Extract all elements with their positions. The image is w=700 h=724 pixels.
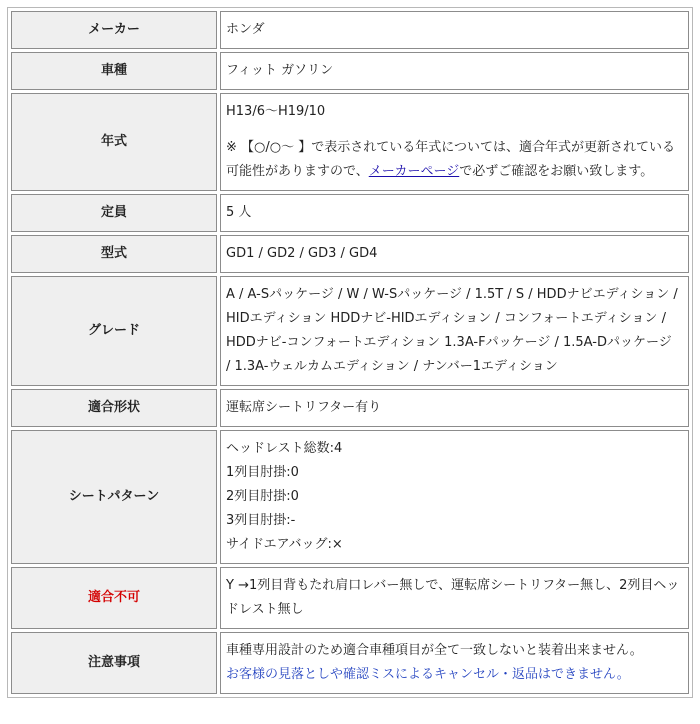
model-value: フィット ガソリン <box>220 52 689 90</box>
table-row <box>11 632 689 694</box>
seat-pattern-side-airbag: サイドエアバッグ:× <box>226 537 343 552</box>
notes-line-1: 車種専用設計のため適合車種項目が全て一致しないと装着出来ません。 <box>226 643 643 658</box>
fit-shape-label: 適合形状 <box>11 389 217 427</box>
table-row <box>11 52 689 90</box>
type-label: 型式 <box>11 235 217 273</box>
table-row <box>11 194 689 232</box>
table-row <box>11 11 689 49</box>
seat-pattern-cell <box>220 430 689 564</box>
seat-pattern-row3-armrest: 3列目肘掛:- <box>226 513 296 528</box>
maker-label: メーカー <box>11 11 217 49</box>
year-note-after: で必ずご確認をお願い致します。 <box>459 164 654 179</box>
capacity-label: 定員 <box>11 194 217 232</box>
table-row <box>11 430 689 564</box>
seat-pattern-headrest: ヘッドレスト総数:4 <box>226 441 343 456</box>
year-value: H13/6～H19/10 <box>226 104 326 119</box>
fit-shape-value: 運転席シートリフター有り <box>220 389 689 427</box>
model-label: 車種 <box>11 52 217 90</box>
maker-page-link[interactable]: メーカーページ <box>368 164 460 179</box>
seat-pattern-label: シートパターン <box>11 430 217 564</box>
year-note-before: ※ 【○/○～ 】で表示されている年式については、適合年式が更新されている可能性がありますので、 <box>226 140 675 179</box>
year-note <box>226 140 675 179</box>
notes-line-2: お客様の見落としや確認ミスによるキャンセル・返品はできません。 <box>226 667 630 682</box>
grade-label: グレード <box>11 276 217 386</box>
table-row <box>11 276 689 386</box>
table-row <box>11 235 689 273</box>
year-spacer <box>226 124 680 136</box>
grade-value: A / A-Sパッケージ / W / W-Sパッケージ / 1.5T / S / HDDナビエディション / HIDエディション HDDナビ-HIDエディション / コンフォートエディション / HDDナビ-コンフォートエディション 1.3A-Fパッケージ / 1.5A-Dパッケージ / 1.3A-ウェルカムエディション / ナンバー1エディション <box>220 276 689 386</box>
maker-value: ホンダ <box>220 11 689 49</box>
notes-cell <box>220 632 689 694</box>
year-label: 年式 <box>11 93 217 191</box>
seat-pattern-row1-armrest: 1列目肘掛:0 <box>226 465 299 480</box>
table-row <box>11 93 689 191</box>
capacity-value: 5 人 <box>220 194 689 232</box>
incompatible-value: Y →1列目背もたれ肩口レバー無しで、運転席シートリフター無し、2列目ヘッドレスト無し <box>220 567 689 629</box>
table-row <box>11 567 689 629</box>
table-row <box>11 389 689 427</box>
seat-pattern-row2-armrest: 2列目肘掛:0 <box>226 489 299 504</box>
incompatible-label: 適合不可 <box>11 567 217 629</box>
type-value: GD1 / GD2 / GD3 / GD4 <box>220 235 689 273</box>
vehicle-spec-table <box>7 7 693 698</box>
notes-label: 注意事項 <box>11 632 217 694</box>
year-cell <box>220 93 689 191</box>
